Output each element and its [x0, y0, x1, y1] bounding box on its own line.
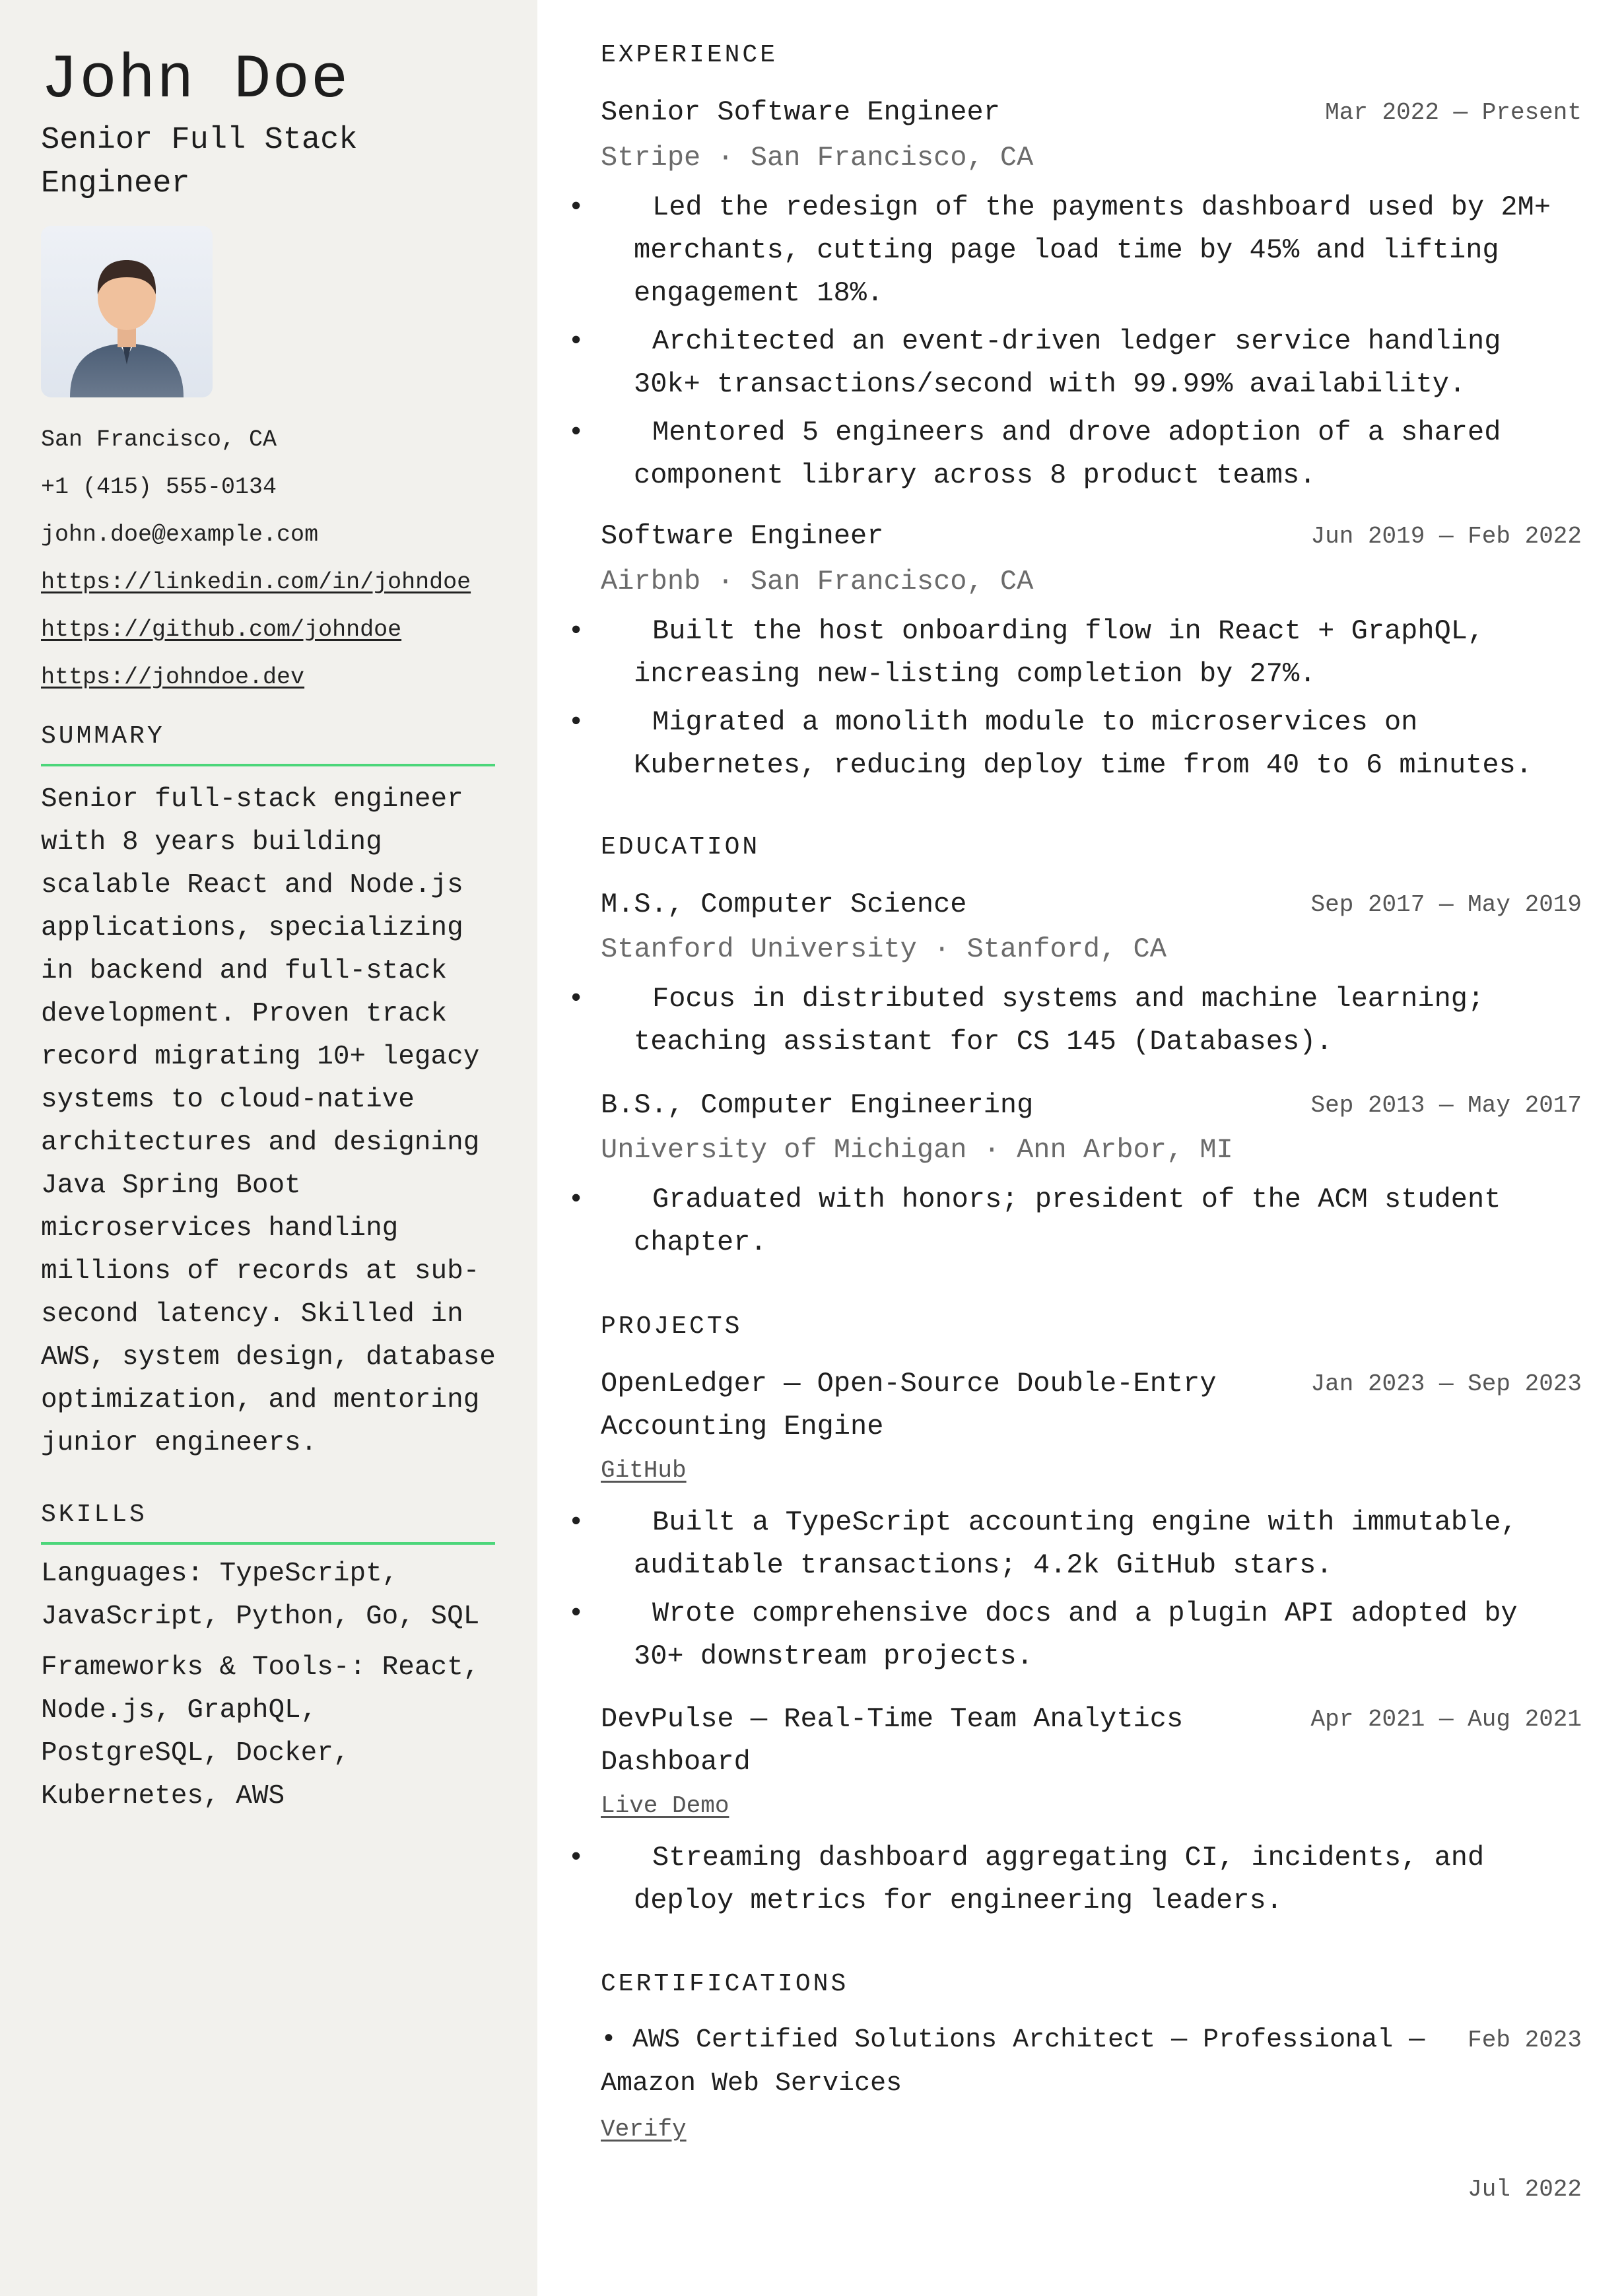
education-bullets	[568, 978, 1582, 1069]
project-bullets	[568, 1837, 1582, 1928]
skills-languages: Languages: TypeScript, JavaScript, Python, Go, SQL	[41, 1559, 480, 1632]
list-item: • Graduated with honors; president of the ACM student chapter.	[568, 1184, 1501, 1258]
projects-heading: PROJECTS	[601, 1312, 743, 1341]
project-title: OpenLedger — Open-Source Double-Entry Accounting Engine	[601, 1368, 1217, 1442]
project-bullets	[568, 1501, 1582, 1683]
list-item: • Built a TypeScript accounting engine with immutable, auditable transactions; 4.2k GitHub stars.	[568, 1506, 1518, 1581]
job-company: Airbnb · San Francisco, CA	[601, 566, 1034, 597]
list-item: • Focus in distributed systems and machine learning; teaching assistant for CS 145 (Databases).	[568, 983, 1485, 1058]
project-title: DevPulse — Real-Time Team Analytics Dashboard	[601, 1703, 1184, 1778]
job-title: Software Engineer	[601, 520, 884, 552]
contact-list	[41, 416, 496, 701]
project-demo-link[interactable]: Live Demo	[601, 1792, 729, 1819]
project-github-link[interactable]: GitHub	[601, 1457, 687, 1484]
list-item: • Built the host onboarding flow in React + GraphQL, increasing new-listing completion by 27%.	[568, 615, 1485, 690]
project-header	[601, 1363, 1582, 1448]
github-link[interactable]: https://github.com/johndoe	[41, 617, 402, 643]
list-item: • Mentored 5 engineers and drove adoption of a shared component library across 8 product teams.	[568, 417, 1501, 491]
contact-phone: +1 (415) 555-0134	[41, 474, 277, 500]
job-date: Jun 2019 — Feb 2022	[1310, 523, 1582, 550]
candidate-name: John Doe	[41, 46, 350, 116]
degree-date: Sep 2017 — May 2019	[1310, 891, 1582, 918]
list-item: • Wrote comprehensive docs and a plugin API adopted by 30+ downstream projects.	[568, 1598, 1518, 1672]
website-link[interactable]: https://johndoe.dev	[41, 664, 305, 691]
project-date: Jan 2023 — Sep 2023	[1310, 1370, 1582, 1398]
list-item: • Streaming dashboard aggregating CI, incidents, and deploy metrics for engineering leaders.	[568, 1842, 1485, 1916]
education-heading: EDUCATION	[601, 833, 761, 861]
project-header	[601, 1698, 1582, 1784]
degree-title: B.S., Computer Engineering	[601, 1089, 1034, 1121]
degree-title: M.S., Computer Science	[601, 889, 967, 920]
job-header	[601, 91, 1582, 134]
skills-frameworks: Frameworks & Tools-: React, Node.js, GraphQL, PostgreSQL, Docker, Kubernetes, AWS	[41, 1652, 480, 1811]
certification-name: • AWS Certified Solutions Architect — Professional —	[601, 2025, 1425, 2055]
experience-heading: EXPERIENCE	[601, 41, 778, 69]
list-item: • Led the redesign of the payments dashboard used by 2M+ merchants, cutting page load time by 45% and lifting engagement 18%.	[568, 191, 1551, 309]
education-header	[601, 1084, 1582, 1127]
certification-trailing-date: Jul 2022	[1468, 2176, 1582, 2203]
list-item: • Architected an event-driven ledger service handling 30k+ transactions/second with 99.99% availability.	[568, 325, 1501, 400]
summary-heading: SUMMARY	[41, 722, 495, 766]
school-name: Stanford University · Stanford, CA	[601, 933, 1167, 965]
summary-text: Senior full-stack engineer with 8 years building scalable React and Node.js applications, specializing in backend and full-stack development. Proven track record migrating 10+ legacy systems to cloud-native architectures and designing Java Spring Boot microservices handling millions of records at sub-second latency. Skilled in AWS, system design, database optimization, and mentoring junior engineers.	[41, 784, 496, 1458]
certification-issuer: Amazon Web Services	[601, 2069, 902, 2099]
contact-location: San Francisco, CA	[41, 426, 277, 453]
job-bullets	[568, 610, 1582, 792]
candidate-title: Senior Full Stack Engineer	[41, 123, 358, 201]
certification-verify-link[interactable]: Verify	[601, 2116, 687, 2143]
skills-heading: SKILLS	[41, 1501, 495, 1545]
education-bullets	[568, 1178, 1582, 1269]
job-header	[601, 515, 1582, 558]
list-item: • Migrated a monolith module to microservices on Kubernetes, reducing deploy time from 40 to 6 minutes.	[568, 706, 1533, 781]
job-title: Senior Software Engineer	[601, 96, 1000, 128]
school-name: University of Michigan · Ann Arbor, MI	[601, 1134, 1233, 1166]
linkedin-link[interactable]: https://linkedin.com/in/johndoe	[41, 569, 471, 595]
job-company: Stripe · San Francisco, CA	[601, 142, 1034, 174]
job-date: Mar 2022 — Present	[1325, 99, 1582, 126]
contact-email[interactable]: john.doe@example.com	[41, 522, 319, 548]
job-bullets	[568, 186, 1582, 502]
project-date: Apr 2021 — Aug 2021	[1310, 1706, 1582, 1733]
certification-date: Feb 2023	[1468, 2027, 1582, 2054]
degree-date: Sep 2013 — May 2017	[1310, 1092, 1582, 1119]
sidebar	[0, 0, 537, 2296]
person-avatar-icon	[41, 226, 213, 397]
education-header	[601, 883, 1582, 926]
certifications-heading: CERTIFICATIONS	[601, 1970, 849, 1998]
